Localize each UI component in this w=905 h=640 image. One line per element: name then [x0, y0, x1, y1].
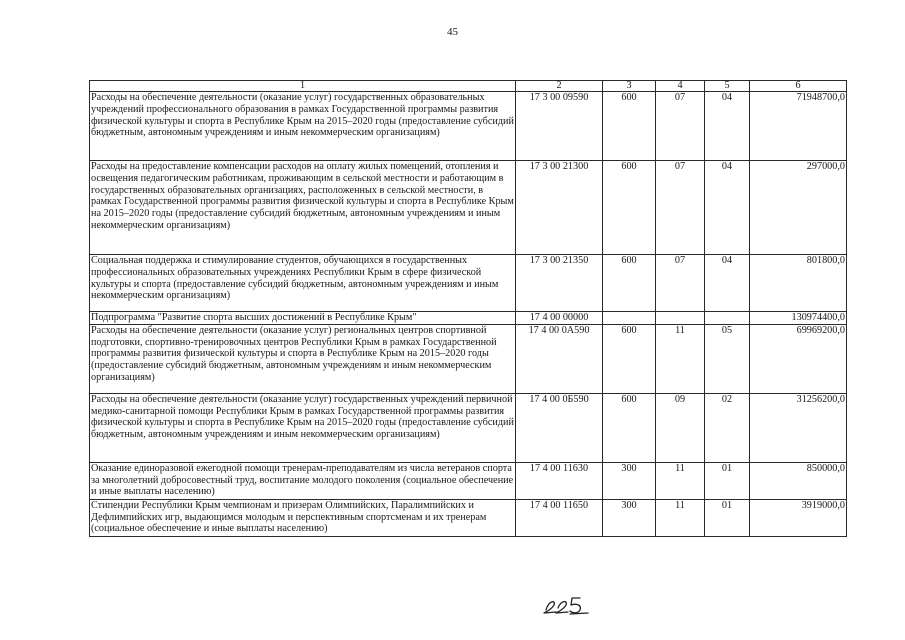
row-code: 17 3 00 21300	[516, 161, 603, 255]
row-subsection: 01	[705, 499, 750, 536]
row-subsection: 05	[705, 324, 750, 393]
row-type: 600	[603, 324, 656, 393]
row-amount: 801800,0	[750, 255, 847, 312]
column-header: 4	[656, 81, 705, 92]
row-amount: 130974400,0	[750, 312, 847, 325]
row-code: 17 4 00 00000	[516, 312, 603, 325]
table-header-row	[90, 81, 847, 92]
row-description: Стипендии Республики Крым чемпионам и призерам Олимпийских, Паралимпийских и Дефлимпийских игр, выдающимся молодым и перспективным спортсменам и их тренерам (социальное обеспечение и иные выплаты населению)	[90, 499, 516, 536]
row-code: 17 3 00 09590	[516, 92, 603, 161]
handwritten-page-number	[540, 592, 600, 616]
budget-table	[89, 80, 847, 537]
row-amount: 71948700,0	[750, 92, 847, 161]
page-number: 45	[447, 26, 458, 38]
row-type: 300	[603, 462, 656, 499]
row-section: 09	[656, 393, 705, 462]
column-header: 6	[750, 81, 847, 92]
row-subsection: 02	[705, 393, 750, 462]
row-subsection: 04	[705, 255, 750, 312]
row-description: Подпрограмма "Развитие спорта высших достижений в Республике Крым"	[90, 312, 516, 325]
row-section: 11	[656, 462, 705, 499]
row-code: 17 4 00 0Б590	[516, 393, 603, 462]
row-type: 600	[603, 393, 656, 462]
table-row	[90, 312, 847, 325]
table-row	[90, 393, 847, 462]
row-amount: 297000,0	[750, 161, 847, 255]
row-amount: 3919000,0	[750, 499, 847, 536]
row-type: 600	[603, 92, 656, 161]
row-description: Расходы на обеспечение деятельности (оказание услуг) государственных учреждений первичной медико-санитарной помощи Республики Крым в рамках Государственной программы развития физической культуры и спорта в Республике Крым на 2015–2020 годы (предоставление субсидий бюджетным, автономным учреждениям и иным некоммерческим организациям)	[90, 393, 516, 462]
row-description: Социальная поддержка и стимулирование студентов, обучающихся в государственных профессиональных образовательных учреждениях Республики Крым в сфере физической культуры и спорта (предоставление субсидий бюджетным, автономным учреждениям и иным некоммерческим организациям)	[90, 255, 516, 312]
row-description: Расходы на обеспечение деятельности (оказание услуг) государственных образовательных учреждений профессионального образования в рамках Государственной программы развития физической культуры и спорта в Республике Крым на 2015–2020 годы (предоставление субсидий бюджетным, автономным учреждениям и иным некоммерческим организациям)	[90, 92, 516, 161]
row-section: 07	[656, 161, 705, 255]
row-type	[603, 312, 656, 325]
row-section: 11	[656, 324, 705, 393]
row-code: 17 3 00 21350	[516, 255, 603, 312]
row-section: 07	[656, 255, 705, 312]
row-description: Оказание единоразовой ежегодной помощи тренерам-преподавателям из числа ветеранов спорта за многолетний добросовестный труд, воспитание молодого поколения (социальное обеспечение и иные выплаты населению)	[90, 462, 516, 499]
row-subsection: 04	[705, 161, 750, 255]
row-amount: 69969200,0	[750, 324, 847, 393]
row-section	[656, 312, 705, 325]
row-subsection: 01	[705, 462, 750, 499]
row-amount: 850000,0	[750, 462, 847, 499]
row-code: 17 4 00 0А590	[516, 324, 603, 393]
row-type: 600	[603, 161, 656, 255]
row-amount: 31256200,0	[750, 393, 847, 462]
row-description: Расходы на обеспечение деятельности (оказание услуг) региональных центров спортивной подготовки, спортивно-тренировочных центров Республики Крым в рамках Государственной программы развития физической культуры и спорта в Республике Крым на 2015–2020 годы (предоставление субсидий бюджетным, автономным учреждениям и иным некоммерческим организациям)	[90, 324, 516, 393]
column-header: 2	[516, 81, 603, 92]
column-header: 5	[705, 81, 750, 92]
row-type: 600	[603, 255, 656, 312]
row-type: 300	[603, 499, 656, 536]
row-code: 17 4 00 11630	[516, 462, 603, 499]
table-row	[90, 499, 847, 536]
column-header: 1	[90, 81, 516, 92]
table-row	[90, 462, 847, 499]
row-code: 17 4 00 11650	[516, 499, 603, 536]
table-row	[90, 255, 847, 312]
table-row	[90, 161, 847, 255]
table-row	[90, 324, 847, 393]
row-subsection: 04	[705, 92, 750, 161]
column-header: 3	[603, 81, 656, 92]
row-section: 07	[656, 92, 705, 161]
row-section: 11	[656, 499, 705, 536]
row-description: Расходы на предоставление компенсации расходов на оплату жилых помещений, отопления и освещения педагогическим работникам, проживающим в сельской местности и работающим в государственных образовательных организациях, расположенных в сельской местности, в рамках Государственной программы развития физической культуры и спорта в Республике Крым на 2015–2020 годы (предоставление субсидий бюджетным, автономным учреждениям и иным некоммерческим организациям)	[90, 161, 516, 255]
table-row	[90, 92, 847, 161]
row-subsection	[705, 312, 750, 325]
